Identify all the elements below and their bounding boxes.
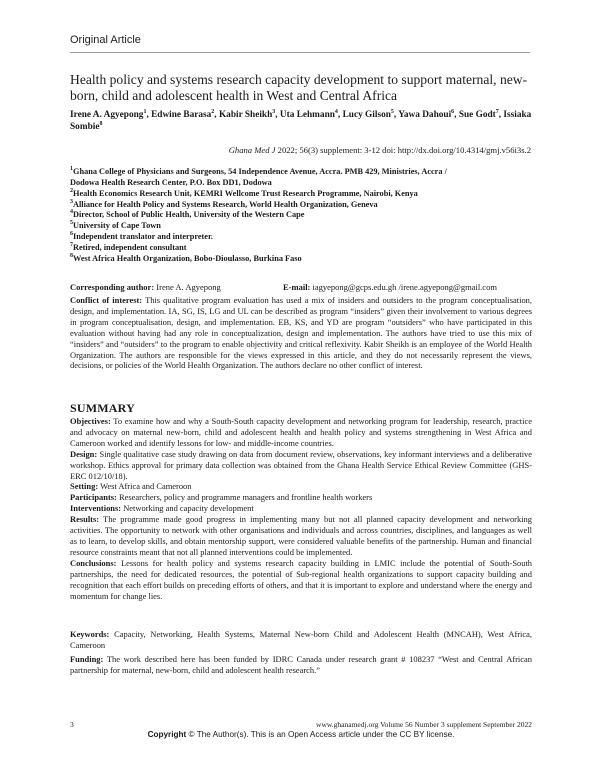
- affiliation-number: 6: [70, 231, 73, 238]
- summary-item-label: Participants:: [70, 492, 117, 503]
- affiliation-item-continued: Dodowa Health Research Center, P.O. Box DD1, Dodowa: [70, 177, 272, 187]
- header-divider: [70, 52, 530, 53]
- author-name: Yawa Dahoui: [398, 110, 452, 120]
- summary-item-text: Single qualitative case study drawing on data from document review, observations, key informant interviews and a deliberative workshop. Ethics approval for primary data collection was obtained from the Ghana Health Service Ethical Review Committee (GHS-ERC 012/10/18).: [70, 448, 533, 481]
- affiliation-item: [70, 167, 532, 178]
- summary-item: [70, 416, 532, 449]
- author-name: Lucy Gilson: [342, 110, 391, 120]
- summary-heading: SUMMARY: [70, 401, 135, 415]
- author-affiliation-number: 6: [451, 108, 455, 115]
- summary-item-label: Conclusions:: [70, 557, 117, 568]
- author-separator: ,: [214, 110, 219, 120]
- conflict-text: This qualitative program evaluation has used a mix of insiders and outsiders to the program conceptualisation, design, and implementation. IA, SG, IS, LG and UL can be described as program “insiders” given their involvement to various degrees in program conceptualisation, design, and implementation. EB, KS, and YD are program “outsiders” who have participated in this evaluation without having had any role in conceptualization, design and implementation. The authors have tried to use this mix of “insiders” and “outsiders” to the program to enable objectivity and critical reflexivity. Kabir Sheikh is an employee of the World Health Organization. The authors are responsible for the views expressed in this article, and they do not necessarily represent the views, decisions, or policies of the World Health Organization. The authors declare no other conflict of interest.: [70, 295, 532, 371]
- email-label: E-mail:: [283, 282, 311, 292]
- summary-item: [70, 492, 532, 503]
- affiliation-number: 5: [70, 220, 73, 227]
- author-name: Irene A. Agyepong: [70, 110, 144, 120]
- author-name: Issiaka Sombie: [70, 110, 532, 133]
- author-name: Edwine Barasa: [151, 110, 212, 120]
- author-affiliation-number: 2: [211, 108, 215, 115]
- author-list: [70, 109, 532, 133]
- affiliation-line: West Africa Health Organization, Bobo-Dioulasso, Burkina Faso: [73, 253, 302, 263]
- affiliation-number: 1: [70, 166, 73, 173]
- affiliation-line: University of Cape Town: [73, 221, 161, 231]
- keywords-text: Capacity, Networking, Health Systems, Maternal New-born Child and Adolescent Health (MNCAH), West Africa, Cameroon: [70, 629, 533, 650]
- keywords: [70, 629, 532, 651]
- affiliation-list: [70, 167, 532, 265]
- affiliation-line: Ghana College of Physicians and Surgeons, 54 Independence Avenue, Accra. PMB 429, Ministries, Accra /: [73, 167, 447, 176]
- author-name: Uta Lehmann: [279, 110, 335, 120]
- affiliation-line: Health Economics Research Unit, KEMRI Wellcome Trust Research Programme, Nairobi, Kenya: [73, 188, 418, 198]
- author-name: Sue Godt: [458, 110, 496, 120]
- affiliation-item: [70, 254, 532, 265]
- article-title: Health policy and systems research capacity development to support maternal, new-born, child and adolescent health in West and Central Africa: [70, 72, 528, 104]
- citation-details: 2022; 56(3) supplement: 3-12 doi: http://dx.doi.org/10.4314/gmj.v56i3s.2: [277, 145, 531, 155]
- author-affiliation-number: 3: [272, 108, 276, 115]
- affiliation-number: 2: [70, 187, 73, 194]
- affiliation-number: 3: [70, 198, 73, 205]
- affiliation-line: Alliance for Health Policy and Systems Research, World Health Organization, Geneva: [73, 199, 378, 209]
- author-separator: ,: [275, 110, 280, 120]
- affiliation-item: [70, 232, 532, 243]
- author-affiliation-number: 5: [390, 108, 394, 115]
- affiliation-number: 7: [70, 242, 73, 249]
- summary-body: [70, 416, 532, 601]
- summary-item: [70, 449, 532, 482]
- summary-item: [70, 503, 532, 514]
- affiliation-item: [70, 221, 532, 232]
- affiliation-item: [70, 189, 532, 200]
- summary-item-text: Lessons for health policy and systems research capacity building in LMIC include the potential of South-South partnerships, the need for dedicated resources, the potential of Sub-regional health organizations to support capacity building and recognition that each effort builds on preceding efforts of others, and that it is important to explore and understand where the energy and momentum for change lies.: [70, 557, 533, 601]
- summary-item-text: To examine how and why a South-South capacity development and networking program for leadership, research, practice and advocacy on maternal new-born, child and adolescent health and health policy and systems strengthening in West Africa and Cameroon worked and identify lessons for low- and middle-income countries.: [70, 416, 532, 448]
- summary-item-label: Interventions:: [70, 503, 122, 514]
- keywords-label: Keywords:: [70, 629, 110, 639]
- summary-item: [70, 558, 532, 602]
- summary-item-text: Networking and capacity development: [123, 503, 254, 514]
- summary-item: [70, 514, 532, 558]
- summary-item-label: Objectives:: [70, 416, 111, 426]
- funding: [70, 654, 532, 676]
- summary-item-text: Researchers, policy and programme managers and frontline health workers: [118, 492, 373, 503]
- author-separator: ,: [454, 110, 459, 120]
- affiliation-line: Retired, independent consultant: [73, 242, 187, 252]
- author-affiliation-number: 1: [143, 108, 147, 115]
- affiliation-number: 4: [70, 209, 73, 216]
- email-address[interactable]: iagyepong@gcps.edu.gh /irene.agyepong@gmail.com: [312, 282, 497, 292]
- affiliation-item: [70, 200, 532, 211]
- author-name: Kabir Sheikh: [218, 110, 273, 120]
- affiliation-number: 8: [70, 252, 73, 259]
- conflict-label: Conflict of interest:: [70, 295, 143, 305]
- summary-item-label: Setting:: [70, 481, 99, 492]
- author-separator: ,: [498, 110, 504, 120]
- affiliation-item: [70, 210, 532, 221]
- summary-item-label: Results:: [70, 514, 100, 525]
- author-affiliation-number: 4: [334, 108, 338, 115]
- copyright-label: Copyright: [147, 730, 187, 739]
- affiliation-line: Director, School of Public Health, University of the Western Cape: [73, 210, 305, 220]
- author-separator: ,: [393, 110, 399, 120]
- summary-item: [70, 481, 532, 492]
- corresponding-label: Corresponding author:: [70, 282, 155, 292]
- author-separator: ,: [337, 110, 343, 120]
- affiliation-item: [70, 243, 532, 254]
- author-affiliation-number: 8: [99, 121, 103, 128]
- copyright-text: © The Author(s). This is an Open Access article under the CC BY license.: [188, 730, 455, 739]
- journal-info: www.ghanamedj.org Volume 56 Number 3 supplement September 2022: [316, 720, 532, 729]
- copyright-line: [70, 730, 532, 739]
- funding-text: The work described here has been funded by IDRC Canada under research grant # 108237 “West and Central African partnership for maternal, new-born, child and adolescent health research.”: [70, 654, 532, 675]
- page-number: 3: [70, 720, 74, 729]
- affiliation-line: Independent translator and interpreter.: [73, 232, 213, 242]
- summary-item-text: West Africa and Cameroon: [100, 481, 192, 492]
- author-affiliation-number: 7: [495, 108, 499, 115]
- citation: [70, 145, 531, 155]
- summary-item-label: Design:: [70, 448, 98, 459]
- author-separator: ,: [146, 110, 152, 120]
- journal-name: Ghana Med J: [228, 145, 276, 155]
- summary-item-text: The programme made good progress in implementing many but not all planned capacity development and networking activities. The opportunity to network with other organisations and individuals and across countries, disciplines, and languages as well as to learn, to develop skills, and obtain mentorship support, were considered valuable benefits of the partnership. Human and financial resource constraints meant that not all planned interventions could be implemented.: [70, 514, 532, 557]
- corresponding-name: Irene A. Agyepong: [156, 282, 221, 292]
- corresponding-author: [70, 282, 532, 293]
- funding-label: Funding:: [70, 654, 104, 664]
- section-label: Original Article: [70, 34, 141, 46]
- conflict-of-interest: [70, 295, 532, 371]
